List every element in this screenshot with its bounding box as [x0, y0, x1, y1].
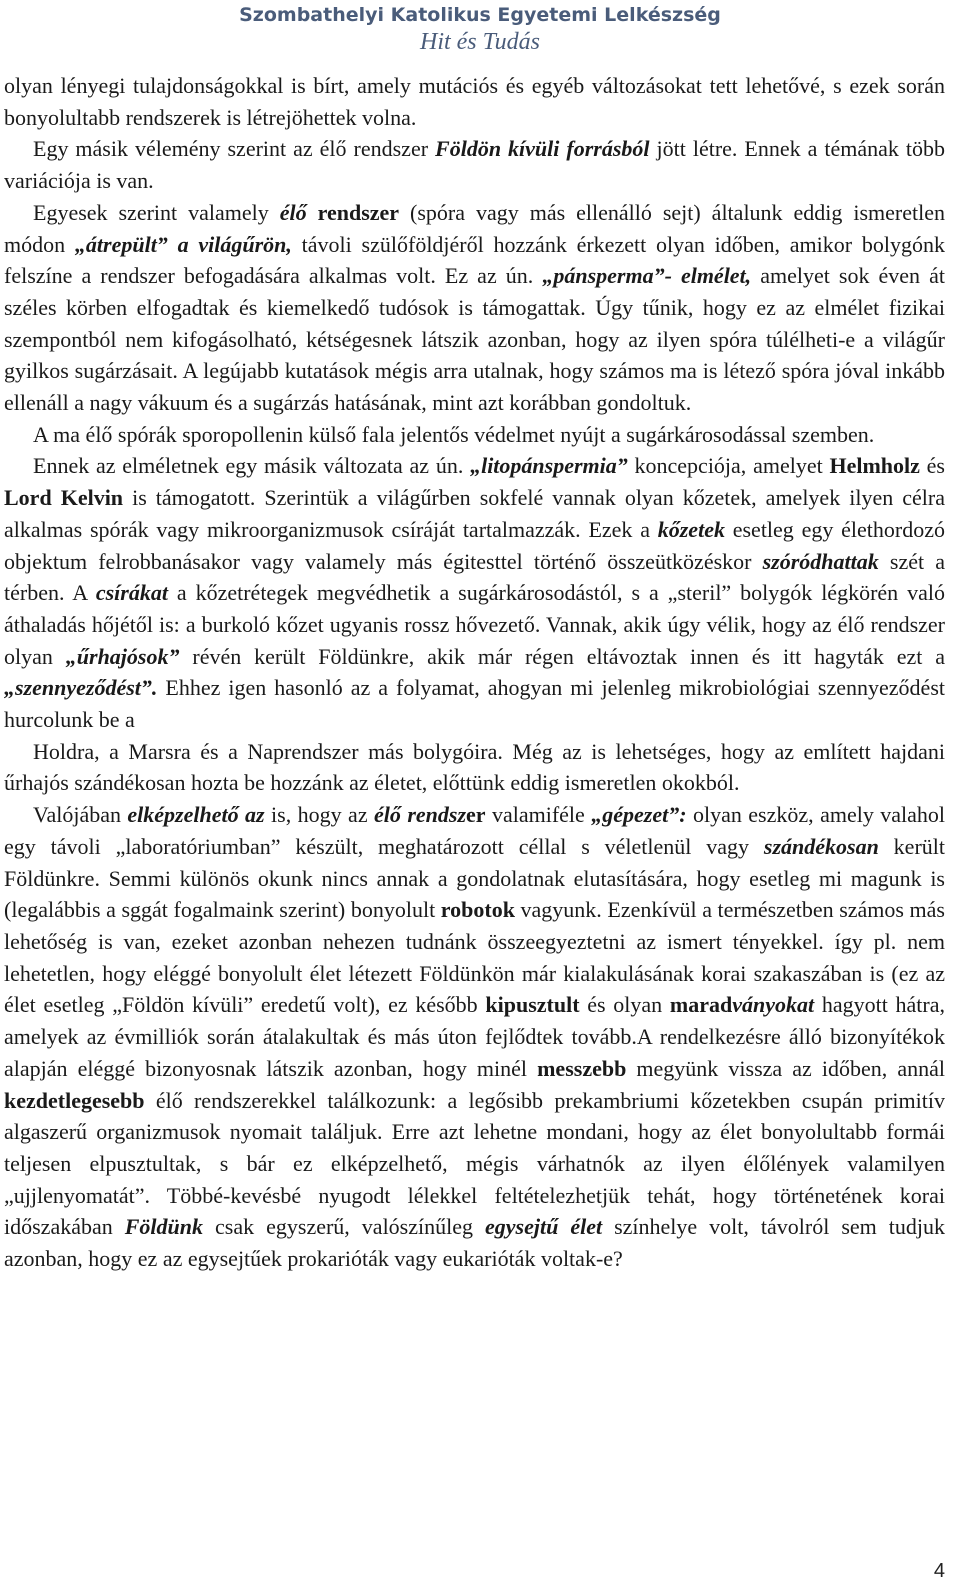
emphasis: élő rendsz	[374, 802, 467, 828]
text-run	[307, 200, 318, 225]
bold-term: er	[466, 802, 486, 828]
paragraph-4	[4, 419, 945, 451]
text-run: amelyet sok éven át széles körben elfogadtak és kiemelkedő tudósok is támogattak. Úgy tűnik, hogy ez az elmélet fizikai szempontból nem kifogásolható, kétségesnek látszik azonban, hogy az ilyen spóra túlélheti-e a világűr gyilkos sugárzásait. A legújabb kutatások mégis arra utalnak, hogy számos ma is létező spóra jóval inkább ellenáll a nagy vákuum és a sugárzás hatásának, mint azt korábban gondoltuk.	[4, 263, 945, 416]
text-run: Ennek az elméletnek egy másik változata az ún.	[33, 453, 471, 479]
paragraph-5	[4, 450, 945, 735]
bold-term: Lord Kelvin	[4, 485, 124, 511]
text-run: olyan lényegi tulajdonságokkal is bírt, amely mutációs és egyéb változásokat tett lehetővé, s ezek során bonyolultabb rendszerek is létrejöhettek volna.	[4, 73, 945, 130]
emphasis: „pánsperma”- elmélet,	[542, 263, 752, 289]
text-run: került Földünkre. Semmi különös okunk nincs annak a gondolatnak elutasítására, hogy esetleg mi magunk is (legalábbis a sggát fogalmaink szerint) bonyolult	[4, 833, 945, 923]
paragraph-6	[4, 736, 945, 799]
text-run: (spóra vagy más ellenálló sejt) általunk eddig ismeretlen módon	[4, 199, 945, 257]
text-run: koncepciója, amelyet	[627, 453, 830, 479]
text-run: hagyott hátra, amelyek az évmilliók során átalakultak és más úton fejlődtek tovább.A rendelkezésre álló bizonyítékok alapján eléggé bizonyosnak látszik azonban, hogy minél	[4, 992, 945, 1081]
text-run: és	[919, 453, 945, 479]
bold-term: messzebb	[537, 1055, 627, 1081]
text-run: esetleg egy élethordozó objektum felrobbanásakor vagy valamely más égitesttel történő összeütközéskor	[4, 516, 945, 574]
bold-term: kezdetlegesebb	[4, 1087, 145, 1113]
bold-term: rendszer	[317, 199, 400, 225]
emphasis: szándékosan	[763, 833, 879, 859]
paragraph-1	[4, 70, 945, 133]
text-run: jött létre. Ennek a témának több variációja is van.	[4, 136, 946, 194]
text-run: és olyan	[579, 992, 670, 1018]
emphasis: szóródhattak	[762, 548, 879, 574]
text-run: is támogatott. Szerintük a világűrben sokfelé vannak olyan kőzetek, amelyek ilyen célra alkalmas spórák vagy mikroorganizmusok csíráját tartalmazzák. Ezek a	[4, 485, 945, 542]
text-run: Valójában	[33, 802, 128, 828]
text-run: a kőzetrétegek megvédhetik a sugárkárosodástól, s a „steril” bolygók légkörén való áthaladás hőjétől is: a burkoló kőzet ugyanis rossz hővezető. Vannak, akik úgy vélik, hogy az élő rendszer olyan	[4, 580, 945, 669]
text-run: is, hogy az	[264, 802, 375, 828]
text-run: vagyunk. Ezenkívül a természetben számos más lehetőség is van, ezeket azonban nehezen tudnánk összeegyeztetni az ismert tényekkel. így pl. nem lehetetlen, hogy eléggé bonyolult élet létezett Földünkön már kialakulásának korai szakaszában is (ez az élet esetleg „Földön kívüli” eredetű volt), ez később	[4, 897, 945, 1018]
text-run: révén került Földünkre, akik már régen eltávoztak innen és itt hagyták ezt a	[179, 643, 945, 669]
bold-term: robotok	[440, 897, 515, 923]
text-run: szét a térben. A	[4, 548, 946, 606]
emphasis: „űrhajósok”	[65, 643, 180, 669]
header-subtitle: Hit és Tudás	[419, 29, 541, 55]
bold-term: kipusztult	[485, 992, 580, 1018]
article-body	[4, 70, 945, 1275]
paragraph-2	[4, 133, 945, 196]
bold-term: marad	[669, 992, 733, 1018]
text-run: Holdra, a Marsra és a Naprendszer más bolygóira. Még az is lehetséges, hogy az említett hajdani űrhajós szándékosan hozta be hozzánk az életet, előttünk eddig ismeretlen okokból.	[4, 738, 945, 796]
emphasis: élő	[279, 199, 307, 225]
emphasis: egysejtű élet	[485, 1214, 603, 1240]
emphasis: „litopánspermia”	[470, 453, 628, 479]
text-run: olyan eszköz, amely valahol egy távoli „laboratóriumban” készült, meghatározott céllal s véletlenül vagy	[4, 802, 946, 859]
page-number: 4	[933, 1560, 945, 1582]
text-run: Egy másik vélemény szerint az élő rendszer	[33, 136, 436, 162]
paragraph-7	[4, 799, 945, 1275]
institution-name: Szombathelyi Katolikus Egyetemi Lelkészség	[239, 4, 721, 26]
emphasis: kőzetek	[657, 516, 725, 542]
emphasis: elképzelhető az	[127, 802, 265, 828]
emphasis: csírákat	[95, 580, 168, 606]
emphasis: „szennyeződést”.	[4, 675, 158, 701]
text-run: távoli szülőföldjéről hozzánk érkezett olyan időben, amikor bolygónk felszíne a rendszer befogadására alkalmas volt. Ez az ún.	[4, 231, 945, 289]
paragraph-3	[4, 197, 945, 419]
text-run: megyünk vissza az időben, annál	[626, 1055, 945, 1081]
text-run: valamiféle	[485, 802, 592, 828]
page-header	[0, 0, 960, 57]
emphasis: ványokat	[732, 992, 815, 1018]
text-run: Egyesek szerint valamely	[33, 199, 280, 225]
emphasis: Földön kívüli forrásból	[435, 136, 650, 162]
bold-term: Helmholz	[829, 453, 920, 479]
emphasis: „gépezet”:	[591, 802, 687, 828]
text-run: élő rendszerekkel találkozunk: a legősibb prekambriumi kőzetekben csupán primitív algaszerű organizmusok nyomait találjuk. Erre azt lehetne mondani, hogy az élet bonyolultabb formái teljesen elpusztultak, s bár ez elképzelhető, mégis várhatnók az ilyen élőlények valamilyen „ujjlenyomatát”. Többé-kevésbé nyugodt lélekkel feltételezhetjük tehát, hogy történetének korai időszakában	[4, 1087, 945, 1240]
text-run: csak egyszerű, valószínűleg	[203, 1214, 485, 1240]
text-run: A ma élő spórák sporopollenin külső fala jelentős védelmet nyújt a sugárkárosodással szemben.	[33, 421, 875, 447]
emphasis: Földünk	[124, 1214, 204, 1240]
text-run: színhelye volt, távolról sem tudjuk azonban, hogy ez az egysejtűek prokarióták vagy eukarióták voltak-e?	[4, 1214, 945, 1272]
text-run: Ehhez igen hasonló az a folyamat, ahogyan mi jelenleg mikrobiológiai szennyeződést hurcolunk be a	[4, 675, 945, 733]
emphasis: „átrepült” a világűrön,	[74, 231, 292, 257]
